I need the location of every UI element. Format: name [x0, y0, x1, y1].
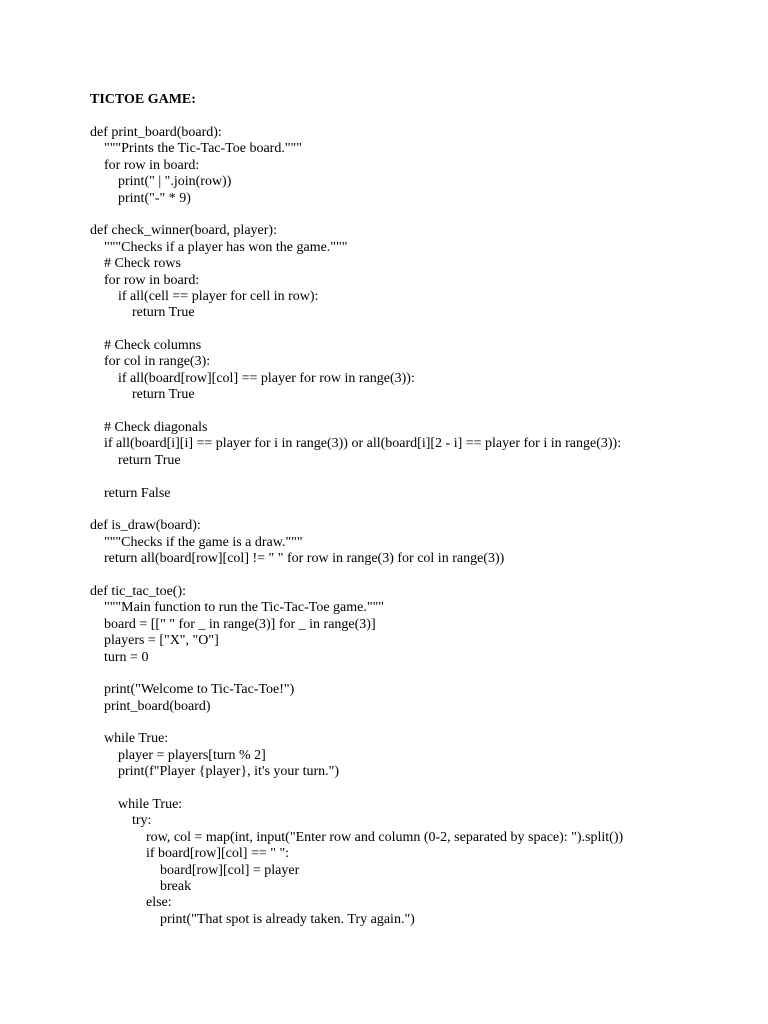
code-line: return all(board[row][col] != " " for row in range(3) for col in range(3))	[90, 551, 505, 567]
code-line: print("Welcome to Tic-Tac-Toe!")	[90, 682, 295, 698]
code-line: return True	[90, 387, 195, 403]
code-line	[90, 404, 623, 420]
code-line: if board[row][col] == " ":	[90, 846, 290, 862]
code-line: def print_board(board):	[90, 125, 222, 140]
code-line	[90, 666, 623, 682]
code-line: while True:	[90, 731, 169, 747]
code-line: print("-" * 9)	[90, 190, 191, 206]
code-line	[90, 502, 623, 518]
code-line: for row in board:	[90, 157, 200, 173]
code-line: print(" | ".join(row))	[90, 174, 232, 190]
code-line: return True	[90, 305, 195, 321]
code-line	[90, 469, 623, 485]
code-line: board[row][col] = player	[90, 862, 300, 878]
code-line: players = ["X", "O"]	[90, 633, 219, 649]
code-line: def is_draw(board):	[90, 518, 201, 534]
code-line: try:	[90, 813, 152, 829]
code-line: if all(board[row][col] == player for row in range(3)):	[90, 370, 415, 386]
code-line: if all(cell == player for cell in row):	[90, 288, 319, 304]
code-line: print_board(board)	[90, 698, 211, 714]
code-line: while True:	[90, 797, 183, 813]
code-line	[90, 322, 623, 338]
code-line: return False	[90, 485, 171, 501]
code-line: """Main function to run the Tic-Tac-Toe game."""	[90, 600, 384, 616]
code-line: board = [[" " for _ in range(3)] for _ in range(3)]	[90, 616, 376, 632]
code-line: break	[90, 878, 192, 894]
code-line: for col in range(3):	[90, 354, 211, 370]
code-listing	[90, 125, 623, 928]
code-line: player = players[turn % 2]	[90, 747, 266, 763]
code-line: row, col = map(int, input("Enter row and column (0-2, separated by space): ").split())	[90, 829, 624, 845]
document-title: TICTOE GAME:	[90, 92, 196, 107]
code-line: if all(board[i][i] == player for i in range(3)) or all(board[i][2 - i] == player for i in range(3)):	[90, 436, 622, 452]
code-line: def check_winner(board, player):	[90, 223, 277, 239]
code-line: # Check columns	[90, 338, 202, 354]
code-line: return True	[90, 452, 181, 468]
code-line	[90, 568, 623, 584]
code-line: """Prints the Tic-Tac-Toe board."""	[90, 141, 302, 157]
code-line: else:	[90, 895, 172, 911]
code-line: print("That spot is already taken. Try again.")	[90, 911, 415, 927]
code-line	[90, 715, 623, 731]
code-line: # Check rows	[90, 256, 181, 272]
code-line: # Check diagonals	[90, 420, 208, 436]
code-line: """Checks if the game is a draw."""	[90, 534, 303, 550]
code-line	[90, 781, 623, 797]
code-line: """Checks if a player has won the game."""	[90, 239, 348, 255]
code-line: turn = 0	[90, 649, 149, 665]
code-line: def tic_tac_toe():	[90, 583, 187, 599]
code-line: print(f"Player {player}, it's your turn.")	[90, 764, 340, 780]
code-line	[90, 207, 623, 223]
code-line: for row in board:	[90, 272, 200, 288]
